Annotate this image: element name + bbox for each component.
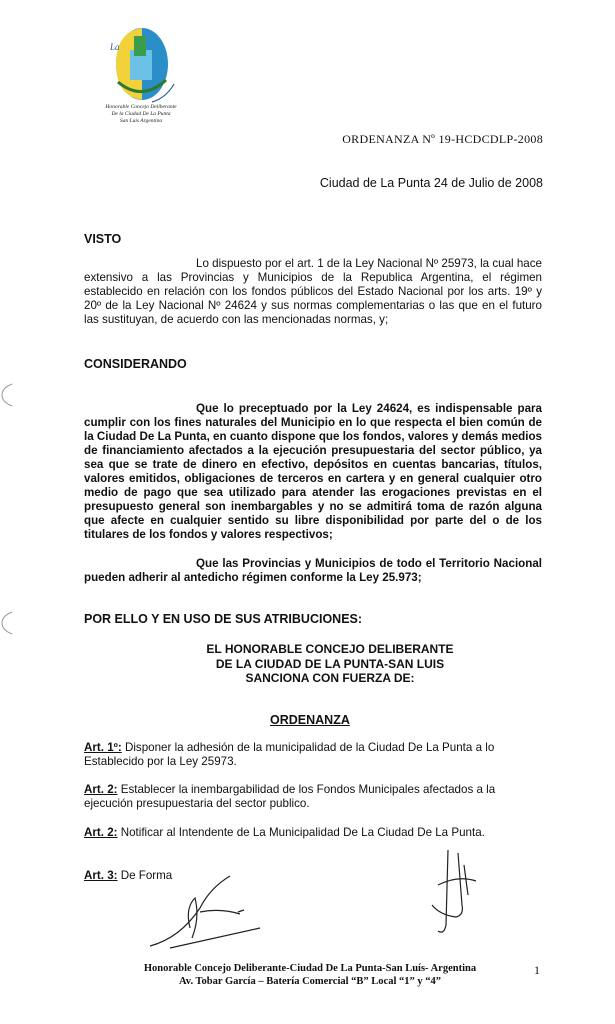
- article-label: Art. 2:: [84, 783, 118, 796]
- article-text: Notificar al Intendente de La Municipalidad De La Ciudad De La Punta.: [117, 826, 485, 839]
- sanciona-line-2: DE LA CIUDAD DE LA PUNTA-SAN LUIS: [215, 656, 445, 671]
- ordinance-number: ORDENANZA Nº 19-HCDCDLP-2008: [342, 132, 543, 146]
- ordenanza-title: ORDENANZA: [270, 713, 350, 727]
- logo-caption-line: Honorable Concejo Deliberante: [105, 104, 177, 110]
- document-date: Ciudad de La Punta 24 de Julio de 2008: [319, 176, 543, 190]
- por-ello-heading: POR ELLO Y EN USO DE SUS ATRIBUCIONES:: [84, 612, 363, 626]
- visto-text: Lo dispuesto por el art. 1 de la Ley Nacional Nº 25973, la cual hace extensivo a las Provincias y Municipios de la Republica Argentina, el régimen establecido en relación con los fondos públicos del Estado Nacional por los arts. 19º y 20º de la Ley Nacional Nº 24624 y sus normas complementarias o las que en el futuro las sustituyan, de acuerdo con las mencionadas normas, y;: [84, 257, 542, 326]
- svg-text:La: La: [110, 42, 120, 52]
- page-footer: [90, 963, 530, 988]
- logo-caption-line: San Luis Argentina: [119, 118, 163, 124]
- footer-line-2: Av. Tobar García – Batería Comercial “B” Local “1” y “4”: [178, 975, 441, 987]
- logo-caption-line: De la Ciudad De La Punta: [111, 111, 171, 117]
- sanciona-block: [150, 642, 510, 686]
- sanciona-line-3: SANCIONA CON FUERZA DE:: [245, 671, 415, 685]
- punch-hole-mark: [0, 610, 14, 636]
- footer-line-1: Honorable Concejo Deliberante-Ciudad De La Punta-San Luís- Argentina: [143, 963, 477, 974]
- article-text: Disponer la adhesión de la municipalidad de la Ciudad De La Punta a lo Establecido por la Ley 25973.: [84, 741, 495, 768]
- considerando-paragraph-1: Que lo preceptuado por la Ley 24624, es indispensable para cumplir con los fines naturales del Municipio en lo que respecta el bien común de la Ciudad De La Punta, en cuanto dispone que los fondos, valores y demás medios de financiamiento afectados a la ejecución presupuestaria del sector público, ya sea que se trate de dinero en efectivo, depósitos en cuentas bancarias, títulos, valores emitidos, obligaciones de terceros en cartera y en general cualquier otro medio de pago que sea utilizado para atender las erogaciones previstas en el presupuesto general son inembargables y no se admitirá toma de razón alguna que afecte en cualquier sentido su libre disponibilidad por parte del o de los titulares de los fondos y valores respectivos;: [84, 402, 542, 541]
- article-text: Establecer la inembargabilidad de los Fondos Municipales afectados a la ejecución presupuestaria del sector publico.: [84, 783, 496, 810]
- article-label: Art. 2:: [84, 826, 118, 839]
- article-2b: [84, 826, 544, 840]
- article-label: Art. 3:: [84, 869, 118, 882]
- visto-heading: VISTO: [84, 232, 122, 246]
- article-label: Art. 1º:: [84, 741, 122, 754]
- considerando-heading: CONSIDERANDO: [84, 357, 187, 371]
- signature-right: [418, 845, 488, 940]
- article-1: [84, 741, 544, 769]
- considerando-paragraph-2: Que las Provincias y Municipios de todo el Territorio Nacional pueden adherir al antedicho régimen conforme la Ley 25.973;: [84, 557, 542, 584]
- article-text: De Forma: [117, 869, 173, 882]
- article-3: [84, 869, 544, 883]
- logo-caption: [96, 104, 186, 125]
- page-number: 1: [534, 963, 540, 977]
- punch-hole-mark: [0, 382, 14, 408]
- article-2a: [84, 783, 544, 811]
- sanciona-line-1: EL HONORABLE CONCEJO DELIBERANTE: [206, 642, 454, 656]
